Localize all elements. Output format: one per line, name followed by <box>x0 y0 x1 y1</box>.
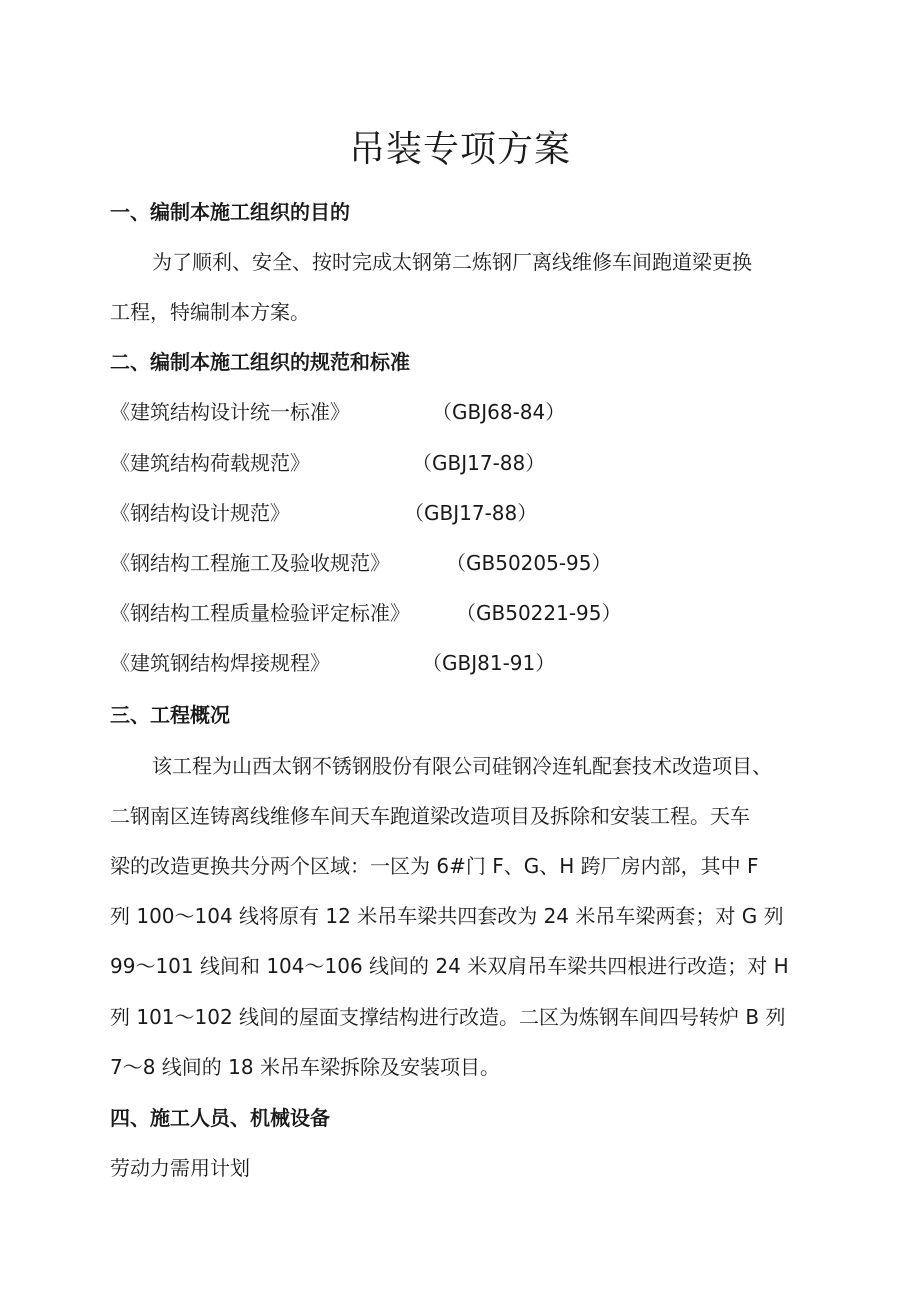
standard-name: 《钢结构工程质量检验评定标准》 <box>110 601 410 625</box>
standard-code: （GBJ17-88） <box>404 501 538 525</box>
standard-code: （GBJ68-84） <box>432 400 566 424</box>
section-3-heading: 三、工程概况 <box>110 703 230 727</box>
section-3-paragraph-line: 梁的改造更换共分两个区域：一区为 6#门 F、G、H 跨厂房内部，其中 F <box>110 854 759 878</box>
standard-name: 《建筑结构荷载规范》 <box>110 451 310 475</box>
standard-code: （GBJ17-88） <box>412 451 546 475</box>
section-2-heading: 二、编制本施工组织的规范和标准 <box>110 350 410 374</box>
section-3-paragraph-line: 二钢南区连铸离线维修车间天车跑道梁改造项目及拆除和安装工程。天车 <box>110 804 750 828</box>
section-1-paragraph-line: 工程，特编制本方案。 <box>110 300 310 324</box>
section-3-paragraph-line: 列 100～104 线将原有 12 米吊车梁共四套改为 24 米吊车梁两套；对 G 列 <box>110 904 784 928</box>
standard-name: 《建筑钢结构焊接规程》 <box>110 651 330 675</box>
standard-name: 《钢结构工程施工及验收规范》 <box>110 551 390 575</box>
section-3-paragraph-line: 该工程为山西太钢不锈钢股份有限公司硅钢冷连轧配套技术改造项目、 <box>152 754 772 778</box>
section-3-paragraph-line: 7～8 线间的 18 米吊车梁拆除及安装项目。 <box>110 1055 500 1079</box>
standard-code: （GB50221-95） <box>456 601 622 625</box>
standard-code: （GB50205-95） <box>446 551 612 575</box>
standard-code: （GBJ81-91） <box>422 651 556 675</box>
standard-name: 《钢结构设计规范》 <box>110 501 290 525</box>
section-1-paragraph-line: 为了顺利、安全、按时完成太钢第二炼钢厂离线维修车间跑道梁更换 <box>152 250 752 274</box>
standard-name: 《建筑结构设计统一标准》 <box>110 400 350 424</box>
document-title: 吊装专项方案 <box>348 129 571 170</box>
section-4-heading: 四、施工人员、机械设备 <box>110 1106 330 1130</box>
section-3-paragraph-line: 列 101～102 线间的屋面支撑结构进行改造。二区为炼钢车间四号转炉 B 列 <box>110 1005 786 1029</box>
section-3-paragraph-line: 99～101 线间和 104～106 线间的 24 米双肩吊车梁共四根进行改造；对 H <box>110 954 789 978</box>
section-4-subheading: 劳动力需用计划 <box>110 1156 250 1180</box>
section-1-heading: 一、编制本施工组织的目的 <box>110 200 350 224</box>
